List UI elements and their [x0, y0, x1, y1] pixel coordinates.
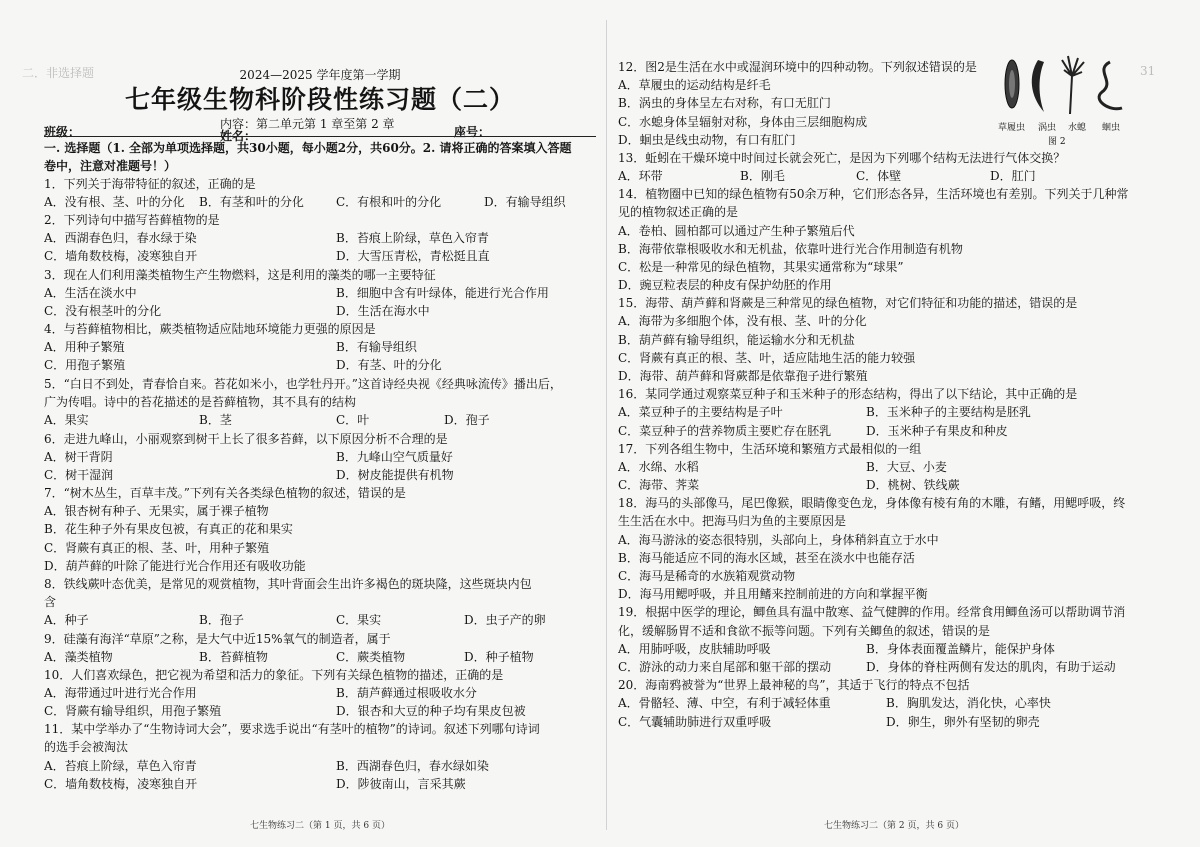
seat-label: 座号：: [454, 125, 491, 139]
q5-option-c: C．叶: [336, 413, 370, 427]
q8-option-d: D．虫子产的卵: [464, 613, 546, 627]
q16-option-b: B．玉米种子的主要结构是胚乳: [866, 405, 1031, 419]
section-heading-line-2: 卷中，注意对准题号！）: [44, 159, 177, 173]
question-20-stem: 20．海南鸦被誉为“世界上最神秘的鸟”，其适于飞行的特点不包括: [618, 678, 970, 692]
planarian-drawing: [1032, 60, 1044, 112]
q18-option-d: D．海马用鳃呼吸，并且用鳍来控制前进的方向和掌握平衡: [618, 587, 928, 601]
q10-option-d: D．银杏和大豆的种子均有果皮包被: [336, 704, 526, 718]
left-page: [44, 0, 596, 847]
question-18-stem-line-1: 18．海马的头部像马，尾巴像猴，眼睛像变色龙，身体像有棱有角的木雕，有鳍，用鳃呼吸，终: [618, 496, 1126, 510]
q16-option-d: D．玉米种子有果皮和种皮: [866, 424, 1008, 438]
hydra-drawing: [1062, 56, 1084, 114]
q4-option-c: C．用孢子繁殖: [44, 358, 126, 372]
q2-option-b: B．苔痕上阶绿，草色入帘青: [336, 231, 489, 245]
right-page: [618, 0, 1170, 847]
q17-option-d: D．桃树、铁线蕨: [866, 478, 960, 492]
q9-option-d: D．种子植物: [464, 650, 534, 664]
q11-option-c: C．墙角数枝梅，凌寒独自开: [44, 777, 198, 791]
question-8-stem-line-1: 8．铁线蕨叶态优美，是常见的观赏植物，其叶背面会生出许多褐色的斑块隆，这些斑块内包: [44, 577, 532, 591]
q14-option-c: C．松是一种常见的绿色植物，其果实通常称为“球果”: [618, 260, 904, 274]
q10-option-a: A．海带通过叶进行光合作用: [44, 686, 197, 700]
q10-option-c: C．肾蕨有输导组织，用孢子繁殖: [44, 704, 222, 718]
term-label: 2024—2025 学年度第一学期: [239, 68, 401, 82]
question-19-stem-line-2: 化，缓解肠胃不适和食欲不振等问题。下列有关鲫鱼的叙述，错误的是: [618, 624, 991, 638]
question-14-stem-line-1: 14．植物圈中已知的绿色植物有50余万种，它们形态各异，生活环境也有差别。下列关于几种常: [618, 187, 1129, 201]
q8-option-a: A．种子: [44, 613, 89, 627]
q20-option-b: B．胸肌发达，消化快，心率快: [886, 696, 1051, 710]
figure-caption: 图 2: [1048, 137, 1066, 147]
q7-option-c: C．肾蕨有真正的根、茎、叶，用种子繁殖: [44, 541, 270, 555]
figure-label-paramecium: 草履虫: [998, 123, 1026, 133]
q12-option-c: C．水螅身体呈辐射对称，身体由三层细胞构成: [618, 115, 868, 129]
question-9-stem: 9．硅藻有海洋“草原”之称，是大气中近15%氧气的制造者，属于: [44, 632, 391, 646]
q8-option-c: C．果实: [336, 613, 382, 627]
q3-option-d: D．生活在海水中: [336, 304, 430, 318]
q13-option-b: B．刚毛: [740, 169, 785, 183]
q2-option-d: D．大雪压青松，青松挺且直: [336, 249, 490, 263]
page-footer-left: 七生物练习二（第 1 页，共 6 页）: [250, 821, 390, 831]
q1-option-a: A．没有根、茎、叶的分化: [44, 195, 185, 209]
q18-option-b: B．海马能适应不同的海水区域，甚至在淡水中也能存活: [618, 551, 915, 565]
q17-option-a: A．水绵、水稻: [618, 460, 699, 474]
q1-option-c: C．有根和叶的分化: [336, 195, 442, 209]
question-11-stem-line-1: 11．某中学举办了“生物诗词大会”，要求选手说出“有茎叶的植物”的诗词。叙述下列哪句诗词: [44, 722, 540, 736]
q12-option-d: D．蛔虫是线虫动物，有口有肛门: [618, 133, 796, 147]
q11-option-d: D．陟彼南山，言采其蕨: [336, 777, 466, 791]
question-13-stem: 13．蚯蚓在干燥环境中时间过长就会死亡，是因为下列哪个结构无法进行气体交换？: [618, 151, 1066, 165]
question-2-stem: 2．下列诗句中描写苔藓植物的是: [44, 213, 220, 227]
q16-option-c: C．菜豆种子的营养物质主要贮存在胚乳: [618, 424, 832, 438]
q18-option-a: A．海马游泳的姿态很特别，头部向上，身体稍斜直立于水中: [618, 533, 939, 547]
content-label: 内容：第二单元第 1 章至第 2 章: [220, 117, 395, 131]
q16-option-a: A．菜豆种子的主要结构是子叶: [618, 405, 783, 419]
q10-option-b: B．葫芦藓通过根吸收水分: [336, 686, 477, 700]
q20-option-c: C．气囊辅助肺进行双重呼吸: [618, 715, 772, 729]
question-5-stem-line-2: 广为传唱。诗中的苔花描述的是苔藓植物，其不具有的结构: [44, 395, 357, 409]
question-7-stem: 7．“树木丛生，百草丰茂。”下列有关各类绿色植物的叙述，错误的是: [44, 486, 406, 500]
q7-option-a: A．银杏树有种子、无果实，属于裸子植物: [44, 504, 269, 518]
q3-option-a: A．生活在淡水中: [44, 286, 137, 300]
question-6-stem: 6．走进九峰山，小丽观察到树干上长了很多苔藓，以下原因分析不合理的是: [44, 432, 448, 446]
q5-option-a: A．果实: [44, 413, 89, 427]
q14-option-b: B．海带依靠根吸收水和无机盐，依靠叶进行光合作用制造有机物: [618, 242, 963, 256]
organism-drawings: [998, 52, 1148, 120]
question-3-stem: 3．现在人们利用藻类植物生产生物燃料，这是利用的藻类的哪一主要特征: [44, 268, 436, 282]
q9-option-c: C．蕨类植物: [336, 650, 406, 664]
question-11-stem-line-2: 的选手会被淘汰: [44, 740, 129, 754]
figure-label-hydra: 水螅: [1068, 123, 1087, 133]
q1-option-d: D．有输导组织: [484, 195, 566, 209]
page-title: 七年级生物科阶段性练习题（二）: [124, 85, 515, 114]
q14-option-d: D．豌豆粒表层的种皮有保护幼胚的作用: [618, 278, 832, 292]
q14-option-a: A．卷柏、圆柏都可以通过产生种子繁殖后代: [618, 224, 855, 238]
q15-option-d: D．海带、葫芦藓和肾蕨都是依靠孢子进行繁殖: [618, 369, 868, 383]
question-17-stem: 17．下列各组生物中，生活环境和繁殖方式最相似的一组: [618, 442, 922, 456]
question-14-stem-line-2: 见的植物叙述正确的是: [618, 205, 739, 219]
q6-option-d: D．树皮能提供有机物: [336, 468, 454, 482]
figure-label-roundworm: 蛔虫: [1102, 123, 1121, 133]
question-15-stem: 15．海带、葫芦藓和肾蕨是三种常见的绿色植物，对它们特征和功能的描述，错误的是: [618, 296, 1078, 310]
q6-option-c: C．树干湿润: [44, 468, 114, 482]
q13-option-a: A．环带: [618, 169, 663, 183]
q4-option-d: D．有茎、叶的分化: [336, 358, 442, 372]
q9-option-a: A．藻类植物: [44, 650, 113, 664]
name-label: 姓名：: [220, 129, 257, 143]
question-8-stem-line-2: 含: [44, 595, 57, 609]
question-19-stem-line-1: 19．根据中医学的理论，鲫鱼具有温中散寒、益气健脾的作用。经常食用鲫鱼汤可以帮助调节消: [618, 605, 1126, 619]
exam-sheet: 二．非选择题 31 2024—2025 学年度第一学期 七年级生物科阶段性练习题（二） 班级： 内容：第二单元第 1 章至第 2 章 姓名： 座号： 一. 选择题（1. 全部为单项选择题，共30小题，每小题2分，共60分。2. 请将正确的答案填入答题 卷中，注意对准题号！） 1．下列关于海带特征的叙述，正确的是 A．没有根、茎、叶的分化 B．有茎和叶的分化 C．有根和叶的分化 D．有输导组织 2．下列诗句中描写苔藓植物的是 A．西湖春色归，春水绿于染 B．苔痕上阶绿，草色入帘青 C．墙角数枝梅，凌寒独自开 D．大雪压青松，青松挺且直 3．现在人们利用藻类植物生产生物燃料，这是利用的藻类的哪一主要特征 A．生活在淡水中 B．细胞中含有叶绿体，能进行光合作用 C．没有根茎叶的分化 D．生活在海水中 4．与苔藓植物相比，蕨类植物适应陆地环境能力更强的原因是 A．用种子繁殖 B．有输导组织 C．用孢子繁殖 D．有茎、叶的分化 5．“白日不到处，青春恰自来。苔花如米小，也学牡丹开。”这首诗经央视《经典咏流传》播出后， 广为传唱。诗中的苔花描述的是苔藓植物，其不具有的结构 A．果实 B．茎 C．叶 D．孢子 6．走进九峰山，小丽观察到树干上长了很多苔藓，以下原因分析不合理的是 A．树干背阴 B．九峰山空气质量好 C．树干湿润 D．树皮能提供有机物 7．“树木丛生，百草丰茂。”下列有关各类绿色植物的叙述，错误的是 A．银杏树有种子、无果实，属于裸子植物 B．花生种子外有果皮包被，有真正的花和果实 C．肾蕨有真正的根、茎、叶，用种子繁殖 D．葫芦藓的叶除了能进行光合作用还有吸收功能 8．铁线蕨叶态优美，是常见的观赏植物，其叶背面会生出许多褐色的斑块隆，这些斑块内包 含 A．种子 B．孢子 C．果实 D．虫子产的卵 9．硅藻有海洋“草原”之称，是大气中近15%氧气的制造者，属于 A．藻类植物 B．苔藓植物 C．蕨类植物 D．种子植物 10．人们喜欢绿色，把它视为希望和活力的象征。下列有关绿色植物的描述，正确的是 A．海带通过叶进行光合作用 B．葫芦藓通过根吸收水分 C．肾蕨有输导组织，用孢子繁殖 D．银杏和大豆的种子均有果皮包被 11．某中学举办了“生物诗词大会”，要求选手说出“有茎叶的植物”的诗词。叙述下列哪句诗词 的选手会被淘汰 A．苔痕上阶绿，草色入帘青 B．西湖春色归，春水绿如染 C．墙角数枝梅，凌寒独自开 D．陟彼南山，言采其蕨 七生物练习二（第 1 页，共 6 页） 12．图2是生活在水中或湿润环境中的四种动物。下列叙述错误的是 A．草履虫的运动结构是纤毛 B．涡虫的身体呈左右对称，有口无肛门 C．水螅身体呈辐射对称，身体由三层细胞构成 D．蛔虫是线虫动物，有口有肛门 草履虫 涡虫 水螅 蛔虫 图 2 13．蚯蚓在干燥环境中时间过长就会死亡，是因为下列哪个结构无法进行气体交换？ A．环带 B．刚毛 C．体壁 D．肛门 14．植物圈中已知的绿色植物有50余万种，它们形态各异，生活环境也有差别。下列关于几种常 见的植物叙述正确的是 A．卷柏、圆柏都可以通过产生种子繁殖后代 B．海带依靠根吸收水和无机盐，依靠叶进行光合作用制造有机物 C．松是一种常见的绿色植物，其果实通常称为“球果” D．豌豆粒表层的种皮有保护幼胚的作用 15．海带、葫芦藓和肾蕨是三种常见的绿色植物，对它们特征和功能的描述，错误的是 A．海带为多细胞个体，没有根、茎、叶的分化 B．葫芦藓有输导组织，能运输水分和无机盐 C．肾蕨有真正的根、茎、叶，适应陆地生活的能力较强 D．海带、葫芦藓和肾蕨都是依靠孢子进行繁殖 16．某同学通过观察菜豆种子和玉米种子的形态结构，得出了以下结论，其中正确的是 A．菜豆种子的主要结构是子叶 B．玉米种子的主要结构是胚乳 C．菜豆种子的营养物质主要贮存在胚乳 D．玉米种子有果皮和种皮 17．下列各组生物中，生活环境和繁殖方式最相似的一组 A．水绵、水稻 B．大豆、小麦 C．海带、荠菜 D．桃树、铁线蕨 18．海马的头部像马，尾巴像猴，眼睛像变色龙，身体像有棱有角的木雕，有鳍，用鳃呼吸，终 生生活在水中。把海马归为鱼的主要原因是 A．海马游泳的姿态很特别，头部向上，身体稍斜直立于水中 B．海马能适应不同的海水区域，甚至在淡水中也能存活 C．海马是稀奇的水族箱观赏动物 D．海马用鳃呼吸，并且用鳍来控制前进的方向和掌握平衡 19．根据中医学的理论，鲫鱼具有温中散寒、益气健脾的作用。经常食用鲫鱼汤可以帮助调节消 化，缓解肠胃不适和食欲不振等问题。下列有关鲫鱼的叙述，错误的是 A．用肺呼吸，皮肤辅助呼吸 B．身体表面覆盖鳞片，能保护身体 C．游泳的动力来自尾部和躯干部的摆动 D．身体的脊柱两侧有发达的肌肉，有助于运动 20．海南鸦被誉为“世界上最神秘的鸟”，其适于飞行的特点不包括 A．骨骼轻、薄、中空，有利于减轻体重 B．胸肌发达，消化快，心率快 C．气囊辅助肺进行双重呼吸 D．卵生，卵外有坚韧的卵壳 七生物练习二（第 2 页，共 6 页）: [0, 0, 1200, 847]
figure-label-planarian: 涡虫: [1038, 123, 1057, 133]
q4-option-a: A．用种子繁殖: [44, 340, 125, 354]
question-4-stem: 4．与苔藓植物相比，蕨类植物适应陆地环境能力更强的原因是: [44, 322, 376, 336]
page-footer-right: 七生物练习二（第 2 页，共 6 页）: [824, 821, 964, 831]
q6-option-a: A．树干背阴: [44, 450, 113, 464]
q17-option-c: C．海带、荠菜: [618, 478, 700, 492]
q7-option-d: D．葫芦藓的叶除了能进行光合作用还有吸收功能: [44, 559, 306, 573]
q2-option-a: A．西湖春色归，春水绿于染: [44, 231, 197, 245]
question-12-stem: 12．图2是生活在水中或湿润环境中的四种动物。下列叙述错误的是: [618, 60, 977, 74]
q19-option-d: D．身体的脊柱两侧有发达的肌肉，有助于运动: [866, 660, 1116, 674]
q8-option-b: B．孢子: [199, 613, 244, 627]
q20-option-d: D．卵生，卵外有坚韧的卵壳: [886, 715, 1040, 729]
figure-2-organisms: [998, 52, 1148, 147]
q5-option-d: D．孢子: [444, 413, 490, 427]
q11-option-b: B．西湖春色归，春水绿如染: [336, 759, 489, 773]
q7-option-b: B．花生种子外有果皮包被，有真正的花和果实: [44, 522, 293, 536]
question-16-stem: 16．某同学通过观察菜豆种子和玉米种子的形态结构，得出了以下结论，其中正确的是: [618, 387, 1078, 401]
page-divider: [606, 20, 607, 830]
q15-option-c: C．肾蕨有真正的根、茎、叶，适应陆地生活的能力较强: [618, 351, 916, 365]
q19-option-a: A．用肺呼吸，皮肤辅助呼吸: [618, 642, 771, 656]
q1-option-b: B．有茎和叶的分化: [199, 195, 304, 209]
q12-option-a: A．草履虫的运动结构是纤毛: [618, 78, 771, 92]
q9-option-b: B．苔藓植物: [199, 650, 268, 664]
q4-option-b: B．有输导组织: [336, 340, 417, 354]
question-5-stem-line-1: 5．“白日不到处，青春恰自来。苔花如米小，也学牡丹开。”这首诗经央视《经典咏流传》播出后，: [44, 377, 562, 391]
question-1-stem: 1．下列关于海带特征的叙述，正确的是: [44, 177, 256, 191]
question-10-stem: 10．人们喜欢绿色，把它视为希望和活力的象征。下列有关绿色植物的描述，正确的是: [44, 668, 504, 682]
q11-option-a: A．苔痕上阶绿，草色入帘青: [44, 759, 197, 773]
q13-option-d: D．肛门: [990, 169, 1036, 183]
paramecium-inner: [1009, 70, 1015, 98]
class-label: 班级：: [44, 125, 81, 139]
q6-option-b: B．九峰山空气质量好: [336, 450, 453, 464]
q3-option-c: C．没有根茎叶的分化: [44, 304, 162, 318]
q19-option-c: C．游泳的动力来自尾部和躯干部的摆动: [618, 660, 832, 674]
q19-option-b: B．身体表面覆盖鳞片，能保护身体: [866, 642, 1055, 656]
section-heading-line-1: 一. 选择题（1. 全部为单项选择题，共30小题，每小题2分，共60分。2. 请将正确的答案填入答题: [44, 141, 572, 155]
q12-option-b: B．涡虫的身体呈左右对称，有口无肛门: [618, 96, 831, 110]
q18-option-c: C．海马是稀奇的水族箱观赏动物: [618, 569, 796, 583]
q3-option-b: B．细胞中含有叶绿体，能进行光合作用: [336, 286, 549, 300]
header-rule: [44, 136, 596, 137]
q20-option-a: A．骨骼轻、薄、中空，有利于减轻体重: [618, 696, 831, 710]
q15-option-a: A．海带为多细胞个体，没有根、茎、叶的分化: [618, 314, 867, 328]
q15-option-b: B．葫芦藓有输导组织，能运输水分和无机盐: [618, 333, 855, 347]
q5-option-b: B．茎: [199, 413, 232, 427]
question-18-stem-line-2: 生生活在水中。把海马归为鱼的主要原因是: [618, 514, 847, 528]
roundworm-drawing: [1099, 62, 1122, 109]
q2-option-c: C．墙角数枝梅，凌寒独自开: [44, 249, 198, 263]
q17-option-b: B．大豆、小麦: [866, 460, 947, 474]
q13-option-c: C．体壁: [856, 169, 902, 183]
